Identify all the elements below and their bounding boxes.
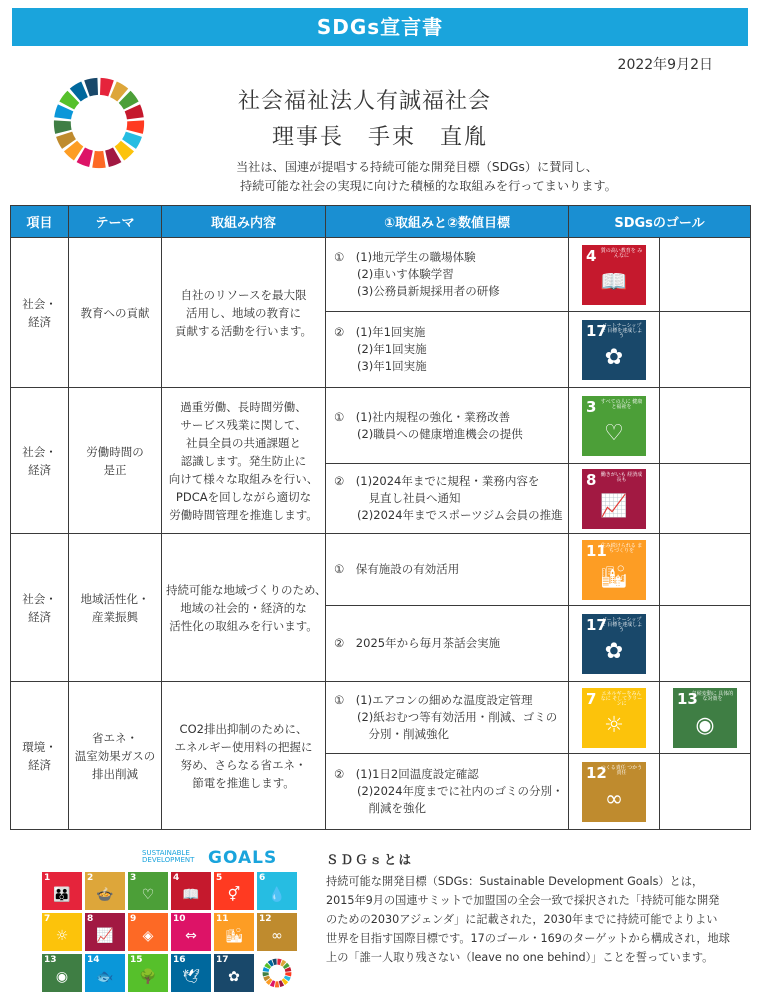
goal-icon-cell [569,754,660,830]
goal-icon-cell [569,606,660,682]
about-line: 上の「誰一人取り残さない（leave no one behind）」ことを誓っています。 [326,951,714,964]
empty-goal-cell [660,754,751,830]
header-theme: テーマ [69,206,162,238]
goal-number: 12 [586,763,607,782]
sdg-tile-16-icon [171,954,211,992]
target-cell: ② (1)1日2回温度設定確認 (2)2024年度までに社内のゴミの分別・ 削減を強化 [326,754,569,830]
sdg-tile-5-icon [214,872,254,910]
tile-number: 17 [216,955,229,965]
tile-number: 8 [87,914,94,924]
title-bar [12,8,748,46]
sdgs-wheel-logo [52,76,146,170]
goal-icon-cell [569,464,660,534]
sdg-tile-14-icon [85,954,125,992]
tile-glyph-icon: 🐟 [96,969,114,985]
sdg-tile-8-icon [85,913,125,951]
theme-cell: 教育への貢献 [69,238,162,388]
organization-name: 社会福祉法人有誠福社会 [238,89,492,114]
wheel-segment [126,120,144,133]
sdg-goal-4-icon [582,245,646,305]
tile-number: 15 [130,955,143,965]
goal-number: 3 [586,397,597,416]
header-category: 項目 [11,206,69,238]
wheel-segment [92,151,105,168]
intro-line: 持続可能な社会の実現に向けた積極的な取組みを行ってまいります。 [240,179,617,193]
wheel-segment [54,120,72,133]
target-cell: ① 保有施設の有効活用 [326,534,569,606]
target-cell: ② 2025年から毎月茶話会実施 [326,606,569,682]
declaration-table [10,205,751,830]
table-row [11,534,751,606]
goals-logo-header [100,848,300,868]
tile-number: 14 [87,955,100,965]
wheel-segment [275,981,279,987]
goal-glyph-icon: 🏙 [600,564,628,590]
tile-number: 6 [259,873,266,883]
sdgs-small-wheel-icon [257,954,297,992]
sdg-tile-1-icon [42,872,82,910]
about-line: 2015年9月の国連サミットで加盟国の全会一致で採択された「持続可能な開発 [326,894,720,907]
table-row [11,682,751,754]
target-cell: ① (1)社内規程の強化・業務改善 (2)職員への健康増進機会の提供 [326,388,569,464]
goal-text: 住み続けられる まちづくりを [600,542,643,554]
goal-text: つくる責任 つかう責任 [600,764,643,776]
category-cell: 環境・ 経済 [11,682,69,830]
goal-text: パートナーシップで 目標を達成しよう [600,616,643,633]
sdg-tile-11-icon [214,913,254,951]
wheel-segment [263,972,269,976]
goal-glyph-icon: ◉ [695,712,715,738]
sdg-goal-13-icon [673,688,737,748]
sdg-goal-11-icon [582,540,646,600]
table-row [11,388,751,464]
tile-number: 2 [87,873,94,883]
goal-text: 気候変動に 具体的な対策を [691,690,734,702]
sdg-tile-2-icon [85,872,125,910]
goal-number: 7 [586,689,597,708]
category-cell: 社会・ 経済 [11,388,69,534]
intro-line: 当社は、国連が提唱する持続可能な開発目標（SDGs）に賛同し、 [236,160,598,174]
goal-glyph-icon: 📈 [600,493,628,519]
category-cell: 社会・ 経済 [11,534,69,682]
theme-cell: 労働時間の 是正 [69,388,162,534]
about-line: のための2030アジェンダ」に記載された，2030年までに持続可能でよりよい [326,913,718,926]
about-line: 持続可能な開発目標（SDGs：Sustainable Development Goals）とは， [326,875,704,888]
sdg-tile-9-icon [128,913,168,951]
tile-glyph-icon: 📈 [96,928,114,944]
sdg-goal-8-icon [582,469,646,529]
goal-number: 4 [586,246,597,265]
target-cell: ② (1)年1回実施 (2)年1回実施 (3)年1回実施 [326,312,569,388]
sdg-tile-13-icon [42,954,82,992]
tile-number: 9 [130,914,137,924]
target-cell: ① (1)エアコンの細めな温度設定管理 (2)紙おむつ等有効活用・削減、ゴミの 分別・削減強化 [326,682,569,754]
sdg-goal-12-icon [582,762,646,822]
goal-icon-cell [569,238,660,312]
empty-goal-cell [660,464,751,534]
header-targets: ①取組みと②数値目標 [326,206,569,238]
category-cell: 社会・ 経済 [11,238,69,388]
target-cell: ① (1)地元学生の職場体験 (2)車いす体験学習 (3)公務員新規採用者の研修 [326,238,569,312]
tile-glyph-icon: ☼ [55,928,69,944]
sdg-tile-12-icon [257,913,297,951]
empty-goal-cell [660,388,751,464]
tile-number: 1 [44,873,51,883]
goal-text: パートナーシップで 目標を達成しよう [600,322,643,339]
sdg-goal-7-icon [582,688,646,748]
tile-number: 10 [173,914,186,924]
representative-name: 理事長 手束 直胤 [272,125,489,150]
tile-number: 13 [44,955,57,965]
sdg-goal-3-icon [582,396,646,456]
goals-logo-subtitle: SUSTAINABLE DEVELOPMENT [142,849,195,864]
tile-glyph-icon: ⚥ [227,887,241,903]
header-goals: SDGsのゴール [569,206,751,238]
sdg-tile-4-icon [171,872,211,910]
tile-number: 5 [216,873,223,883]
goal-text: エネルギーをみんなに そしてクリーンに [600,690,643,707]
tile-glyph-icon: ◈ [142,928,154,944]
tile-glyph-icon: ✿ [228,969,240,985]
goal-text: 質の高い教育を みんなに [600,247,643,259]
page-title: SDGs宣言書 [316,15,444,39]
sdgs-goals-logo [42,848,302,992]
goal-icon-cell [569,312,660,388]
about-text [326,872,752,967]
tile-number: 4 [173,873,180,883]
sdg-tile-7-icon [42,913,82,951]
goal-number: 11 [586,541,607,560]
tile-glyph-icon: 👪 [53,887,71,903]
target-cell: ② (1)2024年までに規程・業務内容を 見直し社員へ通知 (2)2024年までスポーツジム会員の推進 [326,464,569,534]
tile-number: 7 [44,914,51,924]
tile-glyph-icon: 🕊 [182,969,200,985]
theme-cell: 省エネ・ 温室効果ガスの 排出削減 [69,682,162,830]
tile-glyph-icon: 🏙 [225,928,243,944]
about-title: ＳＤＧｓとは [326,852,414,867]
intro-text [236,158,617,196]
goal-icon-cell [660,682,751,754]
goals-logo-title: GOALS [208,848,278,868]
goal-glyph-icon: ☼ [604,712,624,738]
goal-icon-cell [569,388,660,464]
sdg-tile-3-icon [128,872,168,910]
sdg-tile-10-icon [171,913,211,951]
sdg-tile-6-icon [257,872,297,910]
sdg-goal-17-icon [582,320,646,380]
header-content: 取組み内容 [162,206,326,238]
tile-glyph-icon: ⇔ [185,928,197,944]
tile-glyph-icon: 🍲 [96,887,114,903]
wheel-segment [285,972,291,976]
goal-glyph-icon: 📖 [600,269,628,295]
goals-tile-grid [42,872,297,992]
empty-goal-cell [660,312,751,388]
sdg-tile-15-icon [128,954,168,992]
table-header-row [11,206,751,238]
tile-number: 12 [259,914,272,924]
goal-number: 17 [586,615,607,634]
tile-glyph-icon: ♡ [141,887,155,903]
tile-glyph-icon: ∞ [271,928,283,944]
goal-icon-cell [569,682,660,754]
empty-goal-cell [660,238,751,312]
tile-glyph-icon: 💧 [268,887,286,903]
table-row [11,238,751,312]
goal-glyph-icon: ∞ [604,786,624,812]
tile-glyph-icon: ◉ [55,969,69,985]
goal-icon-cell [569,534,660,606]
sdg-goal-17-icon [582,614,646,674]
goal-number: 13 [677,689,698,708]
goal-text: すべての人に 健康と福祉を [600,398,643,410]
tile-number: 11 [216,914,229,924]
empty-goal-cell [660,534,751,606]
goal-number: 17 [586,321,607,340]
sdg-tile-17-icon [214,954,254,992]
goal-text: 働きがいも 経済成長も [600,471,643,483]
goal-glyph-icon: ✿ [604,638,624,664]
about-sdgs [326,850,752,967]
tile-glyph-icon: 🌳 [139,969,157,985]
empty-goal-cell [660,606,751,682]
content-cell: 自社のリソースを最大限 活用し、地域の教育に 貢献する活動を行います。 [162,238,326,388]
declaration-date: 2022年9月2日 [617,57,713,73]
goal-number: 8 [586,470,597,489]
content-cell: CO2排出抑制のために、 エネルギー使用料の把握に 努め、さらなる省エネ・ 節電を推進します。 [162,682,326,830]
content-cell: 持続可能な地域づくりのため、 地域の社会的・経済的な 活性化の取組みを行います。 [162,534,326,682]
tile-number: 16 [173,955,186,965]
tile-glyph-icon: 📖 [182,887,200,903]
tile-number: 3 [130,873,137,883]
goal-glyph-icon: ✿ [604,344,624,370]
content-cell: 過重労働、長時間労働、 サービス残業に関して、 社員全員の共通課題と 認識します。発生防止に 向けて様々な取組みを行い、 PDCAを回しながら適切な 労働時間管理を推進します。 [162,388,326,534]
theme-cell: 地域活性化・ 産業振興 [69,534,162,682]
goal-glyph-icon: ♡ [604,420,624,446]
about-line: 世界を目指す国際目標です。17のゴール・169のターゲットから構成され，地球 [326,932,730,945]
